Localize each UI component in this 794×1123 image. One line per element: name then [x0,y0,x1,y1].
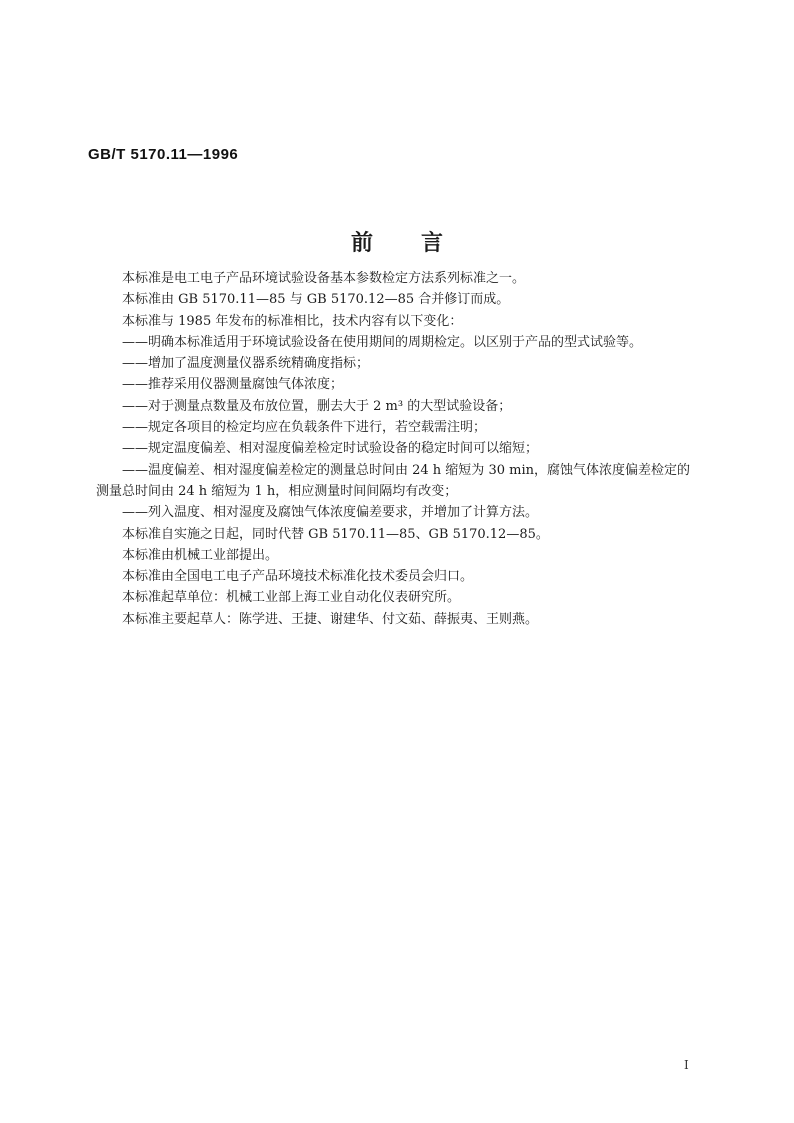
paragraph-3: 本标准与 1985 年发布的标准相比，技术内容有以下变化： [122,313,463,329]
change-item-8: ——列入温度、相对湿度及腐蚀气体浓度偏差要求，并增加了计算方法。 [122,505,539,521]
foreword-body [96,268,708,630]
paragraph-2: 本标准由 GB 5170.11—85 与 GB 5170.12—85 合并修订而成。 [122,292,510,308]
change-item-7-continued: 测量总时间由 24 h 缩短为 1 h，相应测量时间间隔均有改变； [96,483,458,499]
page-title [0,226,794,257]
change-item-5: ——规定各项目的检定均应在负载条件下进行，若空载需注明； [122,420,487,436]
change-item-3: ——推荐采用仪器测量腐蚀气体浓度； [122,377,344,393]
change-item-1: ——明确本标准适用于环境试验设备在使用期间的周期检定。以区别于产品的型式试验等。 [122,334,643,350]
standard-code: GB/T 5170.11—1996 [88,146,239,163]
change-item-2: ——增加了温度测量仪器系统精确度指标； [122,356,370,372]
title-char-1: 前 [350,230,373,256]
paragraph-drafting-unit: 本标准起草单位：机械工业部上海工业自动化仪表研究所。 [122,590,461,606]
paragraph-proposed-by: 本标准由机械工业部提出。 [122,547,279,563]
paragraph-1: 本标准是电工电子产品环境试验设备基本参数检定方法系列标准之一。 [122,271,526,286]
change-item-7: ——温度偏差、相对湿度偏差检定的测量总时间由 24 h 缩短为 30 min，腐蚀气体浓度偏差检定的 [122,462,690,478]
paragraph-administered-by: 本标准由全国电工电子产品环境技术标准化技术委员会归口。 [122,569,474,585]
title-char-2: 言 [421,230,444,256]
paragraph-drafters: 本标准主要起草人：陈学进、王捷、谢建华、付文茹、薛振夷、王则燕。 [122,611,539,627]
change-item-4: ——对于测量点数量及布放位置，删去大于 2 m³ 的大型试验设备； [122,398,512,414]
paragraph-replaces: 本标准自实施之日起，同时代替 GB 5170.11—85、GB 5170.12—85。 [122,526,549,542]
change-item-6: ——规定温度偏差、相对湿度偏差检定时试验设备的稳定时间可以缩短； [122,441,539,457]
page-number: I [684,1058,689,1072]
